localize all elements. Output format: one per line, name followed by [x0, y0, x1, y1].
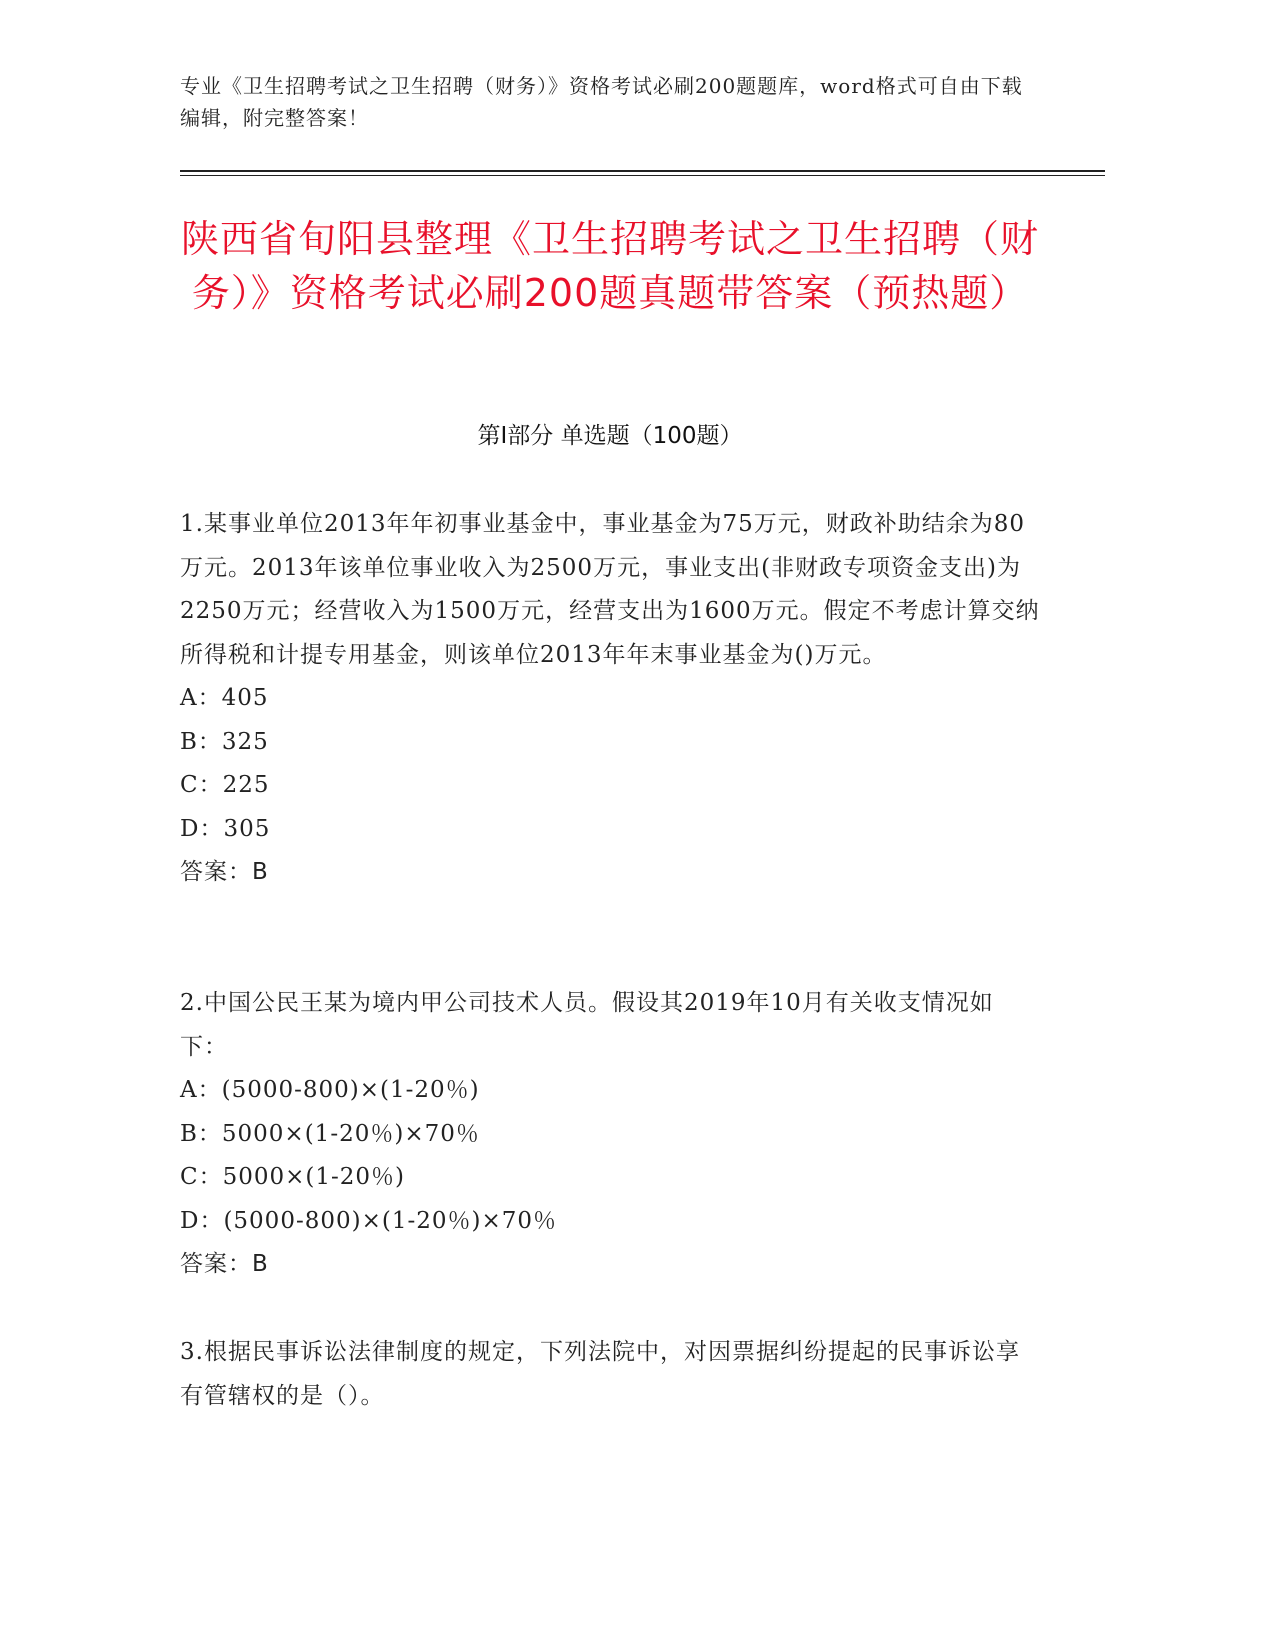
- option-a: A：(5000-800)×(1-20％): [180, 1077, 480, 1103]
- section-title: 第I部分 单选题（100题）: [477, 423, 743, 449]
- option-a: A：405: [180, 685, 269, 711]
- option-c: C：225: [180, 772, 270, 798]
- question-stem: 2.中国公民王某为境内甲公司技术人员。假设其2019年10月有关收支情况如下：: [180, 990, 994, 1060]
- answer-line: 答案：B: [180, 859, 269, 885]
- option-d: D：305: [180, 815, 271, 842]
- option-b: B：325: [180, 728, 269, 755]
- question-2: [180, 982, 1040, 1287]
- header-divider-thick: [180, 170, 1105, 172]
- document-title: 陕西省旬阳县整理《卫生招聘考试之卫生招聘（财务）》资格考试必刷200题真题带答案（预热题）: [180, 217, 1039, 315]
- answer-line: 答案：B: [180, 1251, 269, 1277]
- question-stem: 3.根据民事诉讼法律制度的规定，下列法院中，对因票据纠纷提起的民事诉讼享有管辖权的是（）。: [180, 1339, 1020, 1409]
- option-b: B：5000×(1-20％)×70％: [180, 1120, 480, 1147]
- question-3: [180, 1331, 1040, 1418]
- option-c: C：5000×(1-20％): [180, 1164, 406, 1190]
- header-divider-thin: [180, 175, 1105, 176]
- option-d: D：(5000-800)×(1-20％)×70％: [180, 1207, 558, 1234]
- question-stem: 1.某事业单位2013年年初事业基金中，事业基金为75万元，财政补助结余为80万元。2013年该单位事业收入为2500万元，事业支出(非财政专项资金支出)为2250万元；经营收入为1500万元，经营支出为1600万元。假定不考虑计算交纳所得税和计提专用基金，则该单位2013年年末事业基金为()万元。: [180, 511, 1040, 668]
- header-note: 专业《卫生招聘考试之卫生招聘（财务）》资格考试必刷200题题库，word格式可自由下载编辑，附完整答案！: [180, 74, 1023, 130]
- question-1: [180, 503, 1040, 895]
